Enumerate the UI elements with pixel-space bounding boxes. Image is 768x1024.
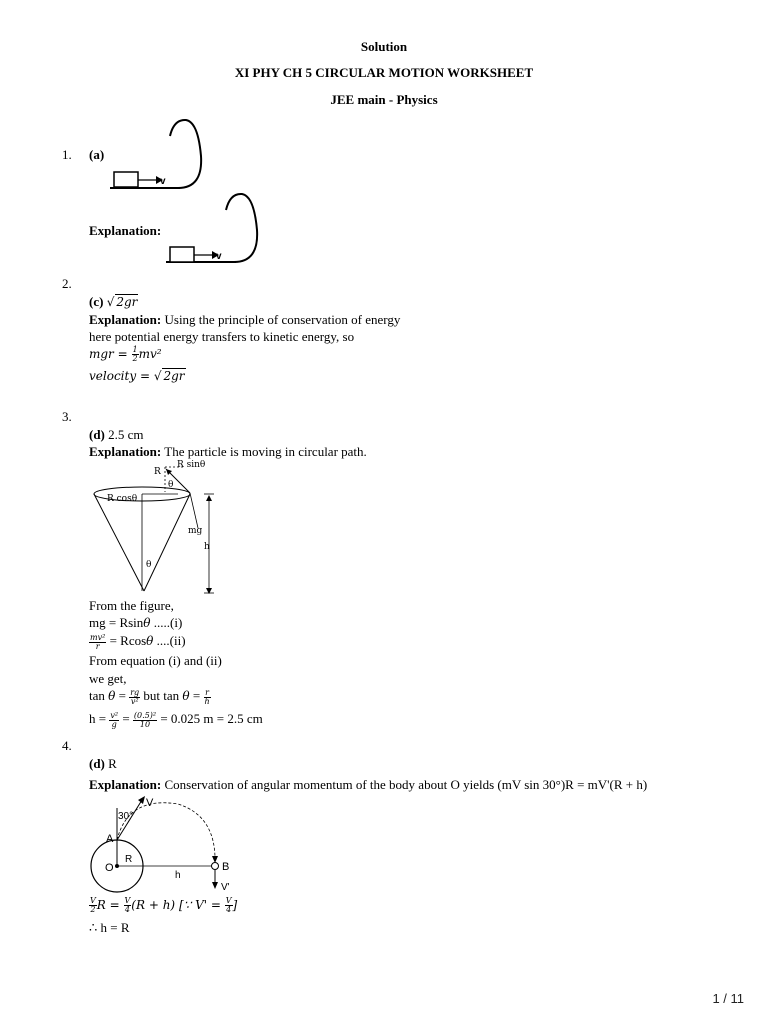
q3-tan-numerator: rg (130, 687, 140, 697)
q4-eq-num-2: V (124, 896, 131, 905)
q3-line-h-result (89, 711, 263, 729)
q4-orbit-figure (88, 794, 248, 894)
q4-fig-v: V (146, 797, 154, 809)
q3-h-numerator: v² (110, 710, 119, 720)
q3-tan-fraction (129, 689, 140, 706)
page-indicator: 1 / 11 (712, 991, 744, 1006)
doc-heading-solution: Solution (360, 39, 408, 54)
q3-eq-i-theta: θ (143, 616, 151, 630)
q2-explanation-label: Explanation: (89, 312, 162, 327)
q3-h-numerator-2: (0.5)² (133, 710, 157, 720)
q4-fig-a: A (106, 833, 114, 845)
q3-answer-value: 2.5 cm (108, 427, 144, 442)
q3-tan-fraction-2 (204, 689, 211, 706)
q3-line-from-equations: From equation (i) and (ii) (89, 653, 222, 668)
q3-eq-ii-theta: θ (146, 634, 154, 648)
q3-tan-theta-2: θ (182, 689, 190, 703)
q1-expl-figure-v-label: v (216, 251, 222, 262)
q4-eq-close: ] (232, 898, 238, 912)
q4-eq-fraction-1 (89, 897, 97, 914)
q4-fig-vprime: V' (221, 882, 230, 893)
question-number-2: 2. (62, 276, 72, 291)
q2-eq1-rhs: mv² (138, 347, 162, 361)
q3-h-equals: = (119, 711, 133, 726)
q3-line-we-get: we get, (89, 671, 127, 686)
q3-tan-numerator-2: r (205, 687, 209, 697)
q2-equation-2: velocity = √ 2gr (89, 369, 185, 383)
q3-line-from-figure: From the figure, (89, 598, 174, 613)
question-number-3: 3. (62, 409, 72, 424)
q2-eq2-rhs: 2gr (163, 369, 185, 383)
q2-eq1-denominator: 2 (132, 354, 138, 363)
q3-eq-ii-label: ....(ii) (153, 633, 186, 648)
q2-eq2-equals: = (139, 369, 150, 383)
q1-explanation-label: Explanation: (89, 223, 162, 238)
q4-explanation (89, 777, 647, 793)
q3-tan-but: but tan (143, 688, 183, 703)
q2-answer-expression: 2gr (116, 295, 138, 309)
q4-fig-b: B (222, 861, 230, 873)
q4-eq-num-3: V (225, 896, 232, 905)
q4-eq-fraction-3 (225, 897, 233, 914)
q3-h-result: = 0.025 m = 2.5 cm (157, 711, 263, 726)
q4-eq-bracket: [∵ V' = (178, 898, 225, 912)
q2-answer-line (89, 294, 138, 310)
q3-fig-theta-top: θ (168, 480, 174, 490)
question-number-4: 4. (62, 738, 72, 753)
q4-eq-den-2: 4 (124, 905, 130, 914)
q4-answer-line (89, 756, 117, 772)
q3-tan-denominator-2: h (204, 696, 210, 706)
q3-explanation-label: Explanation: (89, 444, 162, 459)
q4-fig-o: O (105, 862, 114, 874)
q3-fig-theta-bottom: θ (146, 560, 152, 570)
q3-fig-h: h (204, 542, 210, 552)
q3-line-tan (89, 688, 211, 706)
q4-explanation-label: Explanation: (89, 777, 162, 792)
q4-answer: (d) (89, 756, 105, 771)
q3-fig-mg: mg (188, 526, 203, 536)
q3-eq-ii-text: = Rcos (106, 633, 147, 648)
q4-eq-rest: (R + h) (131, 898, 176, 912)
q3-eq-ii-numerator: mv² (90, 632, 106, 642)
q3-line-eq-i (89, 615, 182, 631)
q1-answer: (a) (89, 147, 105, 162)
q3-tan-equals: = (115, 688, 130, 703)
q4-fig-angle: 30° (118, 811, 134, 822)
q3-explanation-text: The particle is moving in circular path. (164, 444, 367, 459)
q3-line-eq-ii (89, 633, 186, 651)
q2-eq1-fraction (132, 346, 139, 363)
question-number-1: 1. (62, 147, 72, 162)
q3-eq-ii-fraction (89, 634, 106, 651)
q1-figure-v-label: v (160, 176, 166, 187)
q3-h-text: h = (89, 711, 110, 726)
q2-eq1-numerator: 1 (132, 345, 138, 354)
q2-sqrt-sign: √ (106, 295, 115, 309)
q3-fig-r: R (154, 467, 161, 477)
q4-fig-r: R (125, 854, 133, 865)
q3-answer: (d) (89, 427, 105, 442)
q3-eq-ii-denominator: r (95, 641, 100, 651)
q3-tan-equals-2: = (189, 688, 204, 703)
q4-explanation-text: Conservation of angular momentum of the body about O yields (mV sin 30°)R = mV'(R + h) (164, 777, 648, 792)
q2-eq1-equals: = (117, 347, 128, 361)
doc-subtitle: JEE main - Physics (330, 92, 438, 107)
q2-equation-1 (89, 346, 162, 363)
q2-explanation-line2: here potential energy transfers to kinetic energy, so (89, 329, 355, 344)
q3-h-denominator: g (111, 719, 117, 729)
q1-answer-figure (108, 116, 208, 192)
q3-h-fraction (109, 712, 119, 729)
q3-h-denominator-2: 10 (139, 719, 151, 729)
q4-eq-den-1: 2 (90, 905, 96, 914)
q3-h-fraction-2 (133, 712, 157, 729)
q3-fig-rsin: R sinθ (177, 460, 206, 470)
q4-eq-equals: = (105, 898, 124, 912)
q4-equation (89, 897, 237, 914)
q2-eq1-lhs: mgr (89, 347, 114, 361)
q3-eq-i-label: .....(i) (150, 615, 183, 630)
q4-eq-r: R (96, 898, 106, 912)
q4-eq-den-3: 4 (226, 905, 232, 914)
q4-conclusion: ∴ h = R (89, 920, 130, 935)
doc-title: XI PHY CH 5 CIRCULAR MOTION WORKSHEET (234, 65, 534, 80)
q4-fig-h: h (175, 870, 181, 881)
q2-explanation-text: Using the principle of conservation of energy (164, 312, 401, 327)
q2-answer: (c) (89, 294, 104, 309)
q3-tan-denominator: v² (130, 696, 139, 706)
q2-explanation (89, 312, 400, 328)
q3-tan-theta: θ (108, 689, 116, 703)
q4-answer-value: R (108, 756, 117, 771)
q3-fig-rcos: R cosθ (107, 494, 138, 504)
q3-eq-i-text: mg = Rsin (89, 615, 144, 630)
q1-explanation-figure (164, 192, 264, 268)
q3-answer-line (89, 427, 144, 443)
q2-eq2-lhs: velocity (89, 369, 137, 383)
q3-cone-figure (88, 458, 220, 598)
q3-tan-text: tan (89, 688, 109, 703)
q4-eq-num-1: V (90, 896, 96, 905)
